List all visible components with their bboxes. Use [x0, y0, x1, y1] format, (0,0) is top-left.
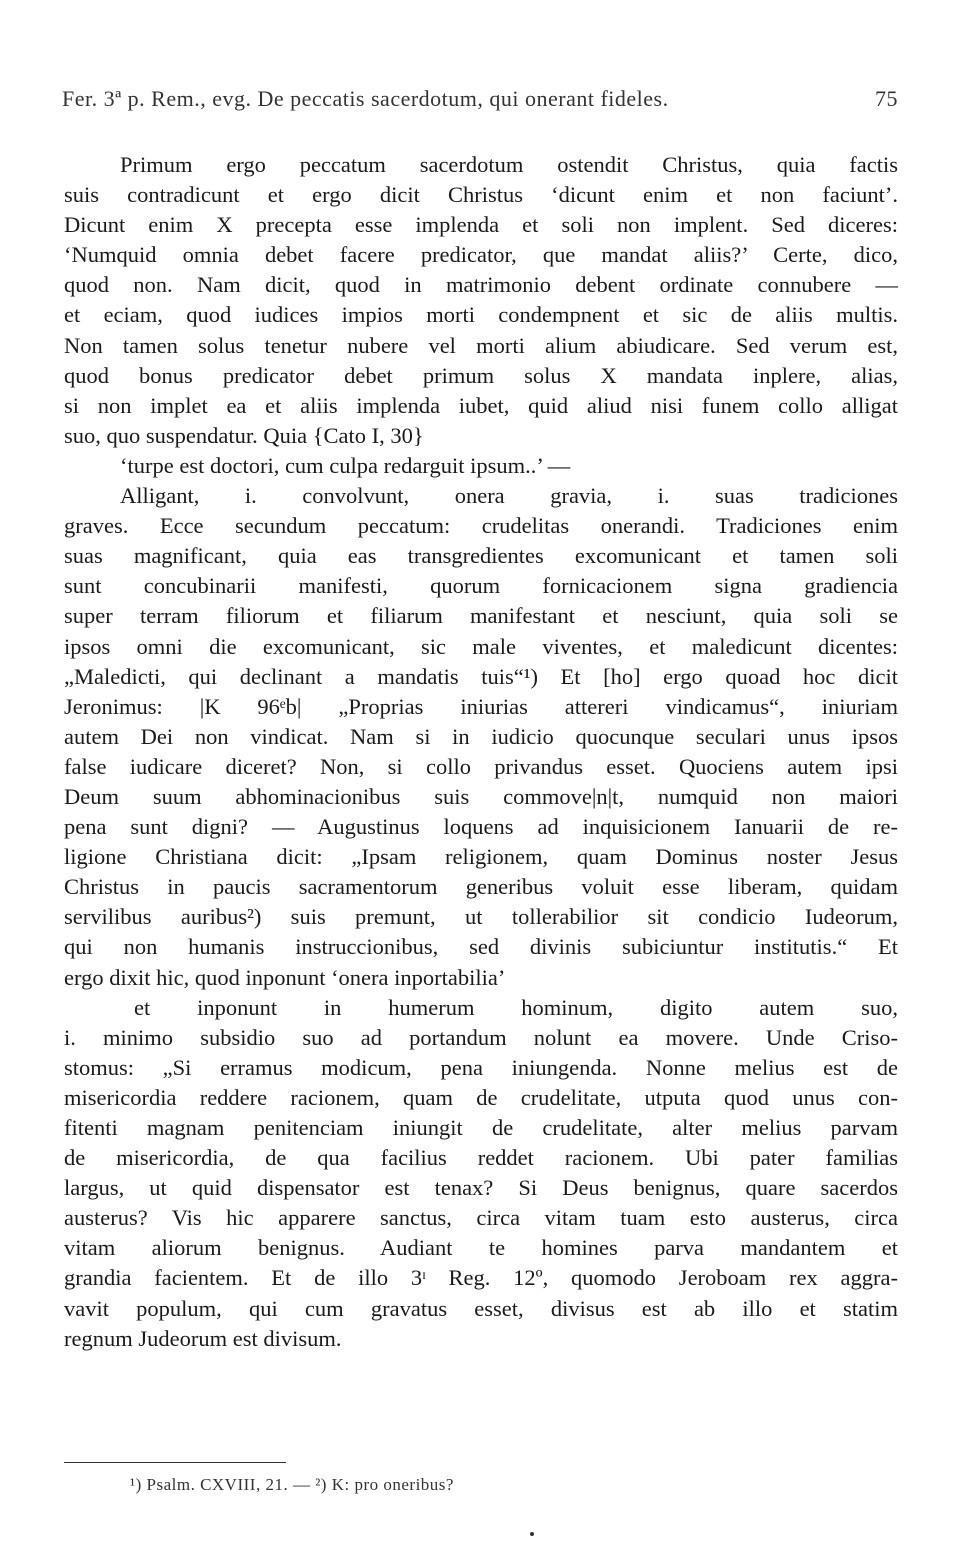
text-line: et inponunt in humerum hominum, digito autem suo, — [134, 994, 898, 1020]
text-line: Alligant, i. convolvunt, onera gravia, i. suas tradiciones — [120, 483, 898, 509]
text-line: i. minimo subsidio suo ad portandum nolunt ea movere. Unde Criso- — [64, 1024, 898, 1050]
text-line: suas magnificant, quia eas transgredientes excomunicant et tamen soli — [64, 543, 898, 569]
text-line: Jeronimus: |K 96ᵉb| „Proprias iniurias attereri vindicamus“, iniuriam — [64, 693, 898, 719]
running-title: Fer. 3ª p. Rem., evg. De peccatis sacerdotum, qui onerant fideles. — [62, 86, 669, 111]
text-line: super terram filiorum et filiarum manifestant et nesciunt, quia soli se — [64, 603, 898, 629]
text-line: qui non humanis instruccionibus, sed divinis subiciuntur institutis.“ Et — [64, 934, 898, 960]
text-line: suo, quo suspendatur. Quia {Cato I, 30} — [64, 422, 424, 448]
text-line: pena sunt digni? — Augustinus loquens ad inquisicionem Ianuarii de re- — [64, 814, 898, 840]
text-line: ergo dixit hic, quod inponunt ‘onera inportabilia’ — [64, 964, 506, 990]
text-line: fitenti magnam penitenciam iniungit de crudelitate, alter melius parvam — [64, 1115, 898, 1140]
text-line: et eciam, quod iudices impios morti condempnent et sic de aliis multis. — [64, 302, 898, 328]
text-line: servilibus auribus²) suis premunt, ut tollerabilior sit condicio Iudeorum, — [64, 904, 898, 930]
text-line: ipsos omni die excomunicant, sic male viventes, et maledicunt dicentes: — [64, 633, 898, 659]
text-line: vitam aliorum benignus. Audiant te homines parva mandantem et — [64, 1235, 898, 1261]
text-line: de misericordia, de qua facilius reddet racionem. Ubi pater familias — [64, 1145, 898, 1171]
text-line: false iudicare diceret? Non, si collo privandus esset. Quociens autem ipsi — [64, 753, 898, 779]
text-line: misericordia reddere racionem, quam de crudelitate, utputa quod unus con- — [64, 1084, 898, 1110]
text-line: quod bonus predicator debet primum solus X mandata inplere, alias, — [64, 362, 898, 388]
page-header — [62, 86, 898, 116]
text-line: si non implet ea et aliis implenda iubet, quid aliud nisi funem collo alligat — [64, 392, 898, 418]
page-number: 75 — [875, 86, 898, 111]
page-mark — [530, 1532, 534, 1536]
footnotes: ¹) Psalm. CXVIII, 21. — ²) K: pro oneribus? — [130, 1475, 454, 1494]
text-line: graves. Ecce secundum peccatum: crudelitas onerandi. Tradiciones enim — [64, 513, 898, 539]
text-line: „Maledicti, qui declinant a mandatis tuis“¹) Et [ho] ergo quoad hoc dicit — [64, 663, 898, 689]
text-line: Non tamen solus tenetur nubere vel morti alium abiudicare. Sed verum est, — [64, 332, 898, 358]
text-line: Primum ergo peccatum sacerdotum ostendit Christus, quia factis — [120, 152, 898, 177]
text-line: suis contradicunt et ergo dicit Christus ‘dicunt enim et non faciunt’. — [64, 182, 898, 208]
text-line: grandia facientem. Et de illo 3ᶦ Reg. 12º, quomodo Jeroboam rex aggra- — [64, 1265, 898, 1291]
text-line: largus, ut quid dispensator est tenax? Si Deus benignus, quare sacerdos — [64, 1175, 898, 1201]
text-line: Dicunt enim X precepta esse implenda et soli non implent. Sed diceres: — [64, 212, 898, 238]
text-line: ‘Numquid omnia debet facere predicator, que mandat aliis?’ Certe, dico, — [64, 242, 898, 268]
text-line: quod non. Nam dicit, quod in matrimonio debent ordinate connubere — — [64, 272, 898, 298]
text-line: vavit populum, qui cum gravatus esset, divisus est ab illo et statim — [64, 1295, 898, 1321]
text-line: austerus? Vis hic apparere sanctus, circa vitam tuam esto austerus, circa — [64, 1205, 898, 1231]
text-line: ligione Christiana dicit: „Ipsam religionem, quam Dominus noster Jesus — [64, 844, 898, 870]
text-line: stomus: „Si erramus modicum, pena iniungenda. Nonne melius est de — [64, 1054, 898, 1080]
text-line: autem Dei non vindicat. Nam si in iudicio quocunque seculari unus ipsos — [64, 723, 898, 749]
text-line: Deum suum abhominacionibus suis commove|n|t, numquid non maiori — [64, 783, 898, 809]
text-line: Christus in paucis sacramentorum generibus voluit esse liberam, quidam — [64, 874, 898, 900]
footnote-divider — [64, 1462, 286, 1463]
text-line: regnum Judeorum est divisum. — [64, 1325, 342, 1351]
text-line: sunt concubinarii manifesti, quorum fornicacionem signa gradiencia — [64, 573, 898, 599]
body-text — [64, 150, 898, 1354]
text-line: ‘turpe est doctori, cum culpa redarguit ipsum..’ — — [120, 452, 571, 478]
